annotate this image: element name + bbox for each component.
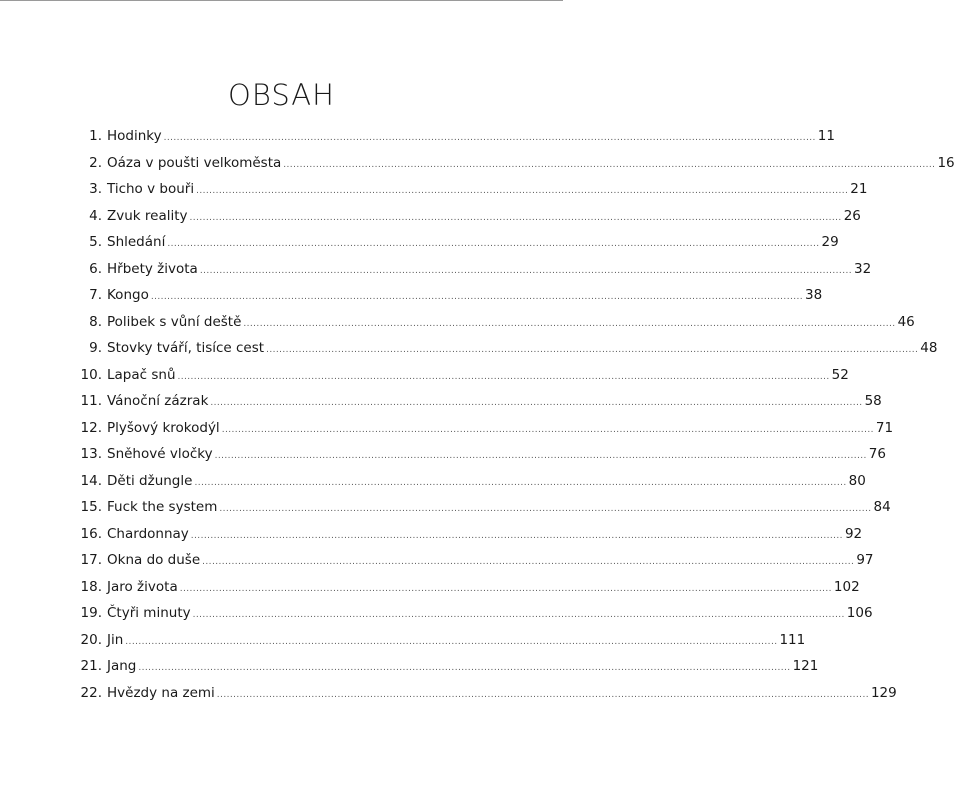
toc-entry-page: 92: [844, 525, 863, 542]
toc-entry-page: 29: [821, 234, 839, 250]
toc-entry-number: 18.: [80, 578, 102, 595]
toc-entry-page: 32: [853, 260, 872, 277]
toc-entry-number: 7.: [89, 287, 102, 303]
dot-leader: ........................................................................................................................................................................................................: [150, 292, 803, 302]
toc-entry: [74, 150, 955, 177]
toc-entry: [74, 547, 874, 574]
toc-entry-title: Plyšový krokodýl: [107, 419, 220, 436]
toc-entry-title: Chardonnay: [107, 525, 189, 542]
toc-entry-title: Sněhové vločky: [107, 446, 213, 462]
toc-entry-number: 1.: [89, 128, 102, 144]
toc-entry-number: 11.: [80, 393, 102, 409]
toc-entry: [74, 468, 866, 495]
toc-entry-page: 102: [833, 578, 860, 595]
dot-leader: ........................................................................................................................................................................................................: [190, 530, 843, 541]
toc-entry-number: 10.: [80, 366, 102, 383]
toc-entry-title: Jang: [107, 658, 137, 674]
toc-entry: [74, 335, 938, 362]
toc-entry-number: 9.: [89, 340, 102, 356]
toc-entry-number: 4.: [89, 207, 102, 224]
toc-entry-title: Oáza v poušti velkoměsta: [107, 154, 282, 171]
toc-entry: [74, 600, 873, 627]
toc-entry-page: 76: [868, 446, 886, 462]
dot-leader: ........................................................................................................................................................................................................: [192, 610, 845, 620]
toc-entry-page: 48: [920, 340, 938, 356]
toc-entry-page: 111: [779, 631, 806, 648]
toc-entry-number: 20.: [80, 631, 102, 648]
toc-entry: [74, 362, 849, 389]
toc-entry-title: Ticho v bouři: [107, 181, 195, 197]
toc-entry-title: Fuck the system: [107, 499, 218, 515]
toc-entry-title: Hřbety života: [107, 260, 198, 277]
toc-entry-page: 46: [897, 313, 915, 330]
toc-entry: [74, 521, 863, 548]
dot-leader: ........................................................................................................................................................................................................: [167, 239, 820, 249]
toc-entry-number: 14.: [80, 472, 102, 489]
toc-entry-number: 3.: [89, 181, 102, 197]
toc-entry-number: 8.: [89, 313, 102, 330]
toc-entry-page: 71: [875, 419, 894, 436]
toc-entry-title: Lapač snů: [107, 366, 176, 383]
dot-leader: ........................................................................................................................................................................................................: [219, 504, 872, 514]
dot-leader: ........................................................................................................................................................................................................: [138, 663, 791, 673]
dot-leader: ........................................................................................................................................................................................................: [283, 159, 936, 170]
toc-entry-title: Shledání: [107, 234, 166, 250]
dot-leader: ........................................................................................................................................................................................................: [125, 636, 778, 647]
toc-entry-number: 22.: [80, 684, 102, 701]
dot-leader: ........................................................................................................................................................................................................: [243, 318, 896, 329]
toc-entry-page: 26: [843, 207, 861, 224]
dot-leader: ........................................................................................................................................................................................................: [179, 583, 832, 594]
toc-entry: [74, 494, 891, 521]
toc-entry-number: 17.: [80, 552, 102, 568]
dot-leader: ........................................................................................................................................................................................................: [177, 371, 830, 382]
toc-entry-title: Děti džungle: [107, 472, 193, 489]
toc-entry: [74, 388, 882, 415]
toc-entry-number: 15.: [80, 499, 102, 515]
dot-leader: ........................................................................................................................................................................................................: [189, 212, 842, 223]
dot-leader: ........................................................................................................................................................................................................: [221, 424, 874, 435]
toc-entry: [74, 309, 915, 336]
toc-entry-title: Jin: [107, 631, 124, 648]
toc-entry-title: Jaro života: [107, 578, 178, 595]
dot-leader: ........................................................................................................................................................................................................: [216, 689, 869, 700]
toc-entry-number: 12.: [80, 419, 102, 436]
toc-entry-page: 52: [831, 366, 849, 383]
toc-entry: [74, 441, 886, 468]
toc-entry: [74, 203, 861, 230]
toc-entry-title: Polibek s vůní deště: [107, 313, 242, 330]
toc-entry-title: Stovky tváří, tisíce cest: [107, 340, 265, 356]
toc-entry-title: Zvuk reality: [107, 207, 188, 224]
dot-leader: ........................................................................................................................................................................................................: [194, 477, 847, 488]
toc-entry: [74, 282, 823, 309]
toc-entry-title: Kongo: [107, 287, 149, 303]
toc-entry-number: 13.: [80, 446, 102, 462]
dot-leader: ........................................................................................................................................................................................................: [202, 557, 855, 567]
toc-entry-page: 121: [792, 658, 819, 674]
toc-entry-page: 129: [870, 684, 897, 701]
toc-entry-page: 97: [856, 552, 874, 568]
toc-entry: [74, 415, 894, 442]
toc-entry: [74, 680, 897, 707]
toc-entry-number: 16.: [80, 525, 102, 542]
page-title: OBSAH: [228, 78, 335, 112]
toc-entry: [74, 627, 806, 654]
toc-entry-number: 21.: [80, 658, 102, 674]
dot-leader: ........................................................................................................................................................................................................: [214, 451, 867, 461]
top-rule: [0, 0, 563, 1]
toc-entry: [74, 653, 819, 680]
toc-entry-page: 16: [937, 154, 955, 171]
dot-leader: ........................................................................................................................................................................................................: [199, 265, 852, 276]
dot-leader: ........................................................................................................................................................................................................: [266, 345, 919, 355]
toc-entry-title: Čtyři minuty: [107, 605, 191, 621]
toc-entry-page: 11: [817, 128, 835, 144]
toc-entry: [74, 176, 868, 203]
toc-entry-title: Hodinky: [107, 128, 162, 144]
toc-entry-page: 58: [864, 393, 882, 409]
dot-leader: ........................................................................................................................................................................................................: [196, 186, 849, 196]
toc-entry-number: 6.: [89, 260, 102, 277]
table-of-contents: [74, 123, 955, 706]
toc-entry-title: Vánoční zázrak: [107, 393, 209, 409]
toc-entry-number: 2.: [89, 154, 102, 171]
toc-entry-page: 38: [805, 287, 823, 303]
toc-entry: [74, 574, 860, 601]
toc-entry: [74, 229, 839, 256]
toc-entry-page: 21: [850, 181, 868, 197]
dot-leader: ........................................................................................................................................................................................................: [163, 133, 816, 143]
toc-entry: [74, 256, 872, 283]
toc-entry-page: 106: [846, 605, 873, 621]
toc-entry-number: 5.: [89, 234, 102, 250]
toc-entry-page: 80: [848, 472, 866, 489]
dot-leader: ........................................................................................................................................................................................................: [210, 398, 863, 408]
toc-entry-page: 84: [873, 499, 891, 515]
toc-entry: [74, 123, 835, 150]
toc-entry-title: Okna do duše: [107, 552, 201, 568]
toc-entry-number: 19.: [80, 605, 102, 621]
toc-entry-title: Hvězdy na zemi: [107, 684, 215, 701]
